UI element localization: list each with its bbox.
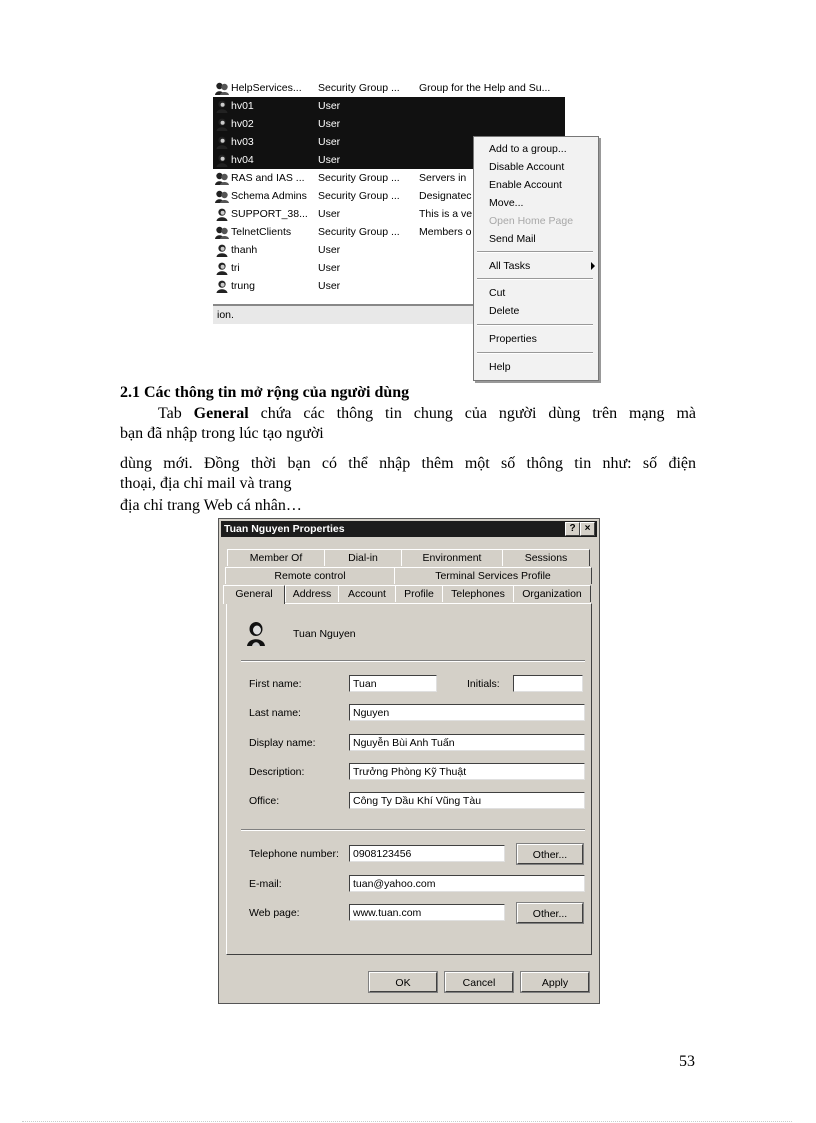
- tab-sessions[interactable]: Sessions: [502, 549, 590, 566]
- list-item-name: TelnetClients: [231, 226, 292, 238]
- menu-separator: [477, 324, 593, 326]
- menu-item-enable-account[interactable]: Enable Account: [489, 179, 562, 191]
- list-item-description: Servers in: [419, 172, 467, 184]
- close-button[interactable]: ×: [580, 522, 595, 536]
- menu-item-all-tasks[interactable]: [489, 257, 593, 275]
- list-item-name: thanh: [231, 244, 258, 256]
- tab-organization[interactable]: Organization: [513, 585, 591, 602]
- list-item-type: User: [318, 244, 341, 256]
- page-number: 53: [679, 1053, 695, 1070]
- section-heading: 2.1 Các thông tin mở rộng của người dùng: [120, 384, 410, 401]
- list-item-type: User: [318, 262, 341, 274]
- display-name-field[interactable]: Nguyễn Bùi Anh Tuấn: [349, 734, 585, 751]
- tab-member-of[interactable]: Member Of: [227, 549, 325, 566]
- menu-item-help[interactable]: Help: [489, 361, 511, 373]
- list-item-description: This is a ve: [419, 208, 473, 220]
- menu-item-cut[interactable]: Cut: [489, 287, 506, 299]
- web-page-label: Web page:: [249, 907, 300, 919]
- telephone-label: Telephone number:: [249, 848, 339, 860]
- list-item-name: Schema Admins: [231, 190, 307, 202]
- menu-separator: [477, 278, 593, 280]
- menu-item-disable-account[interactable]: Disable Account: [489, 161, 565, 173]
- list-item[interactable]: [213, 115, 565, 133]
- list-item-type: Security Group ...: [318, 82, 400, 94]
- tab-environment[interactable]: Environment: [401, 549, 503, 566]
- user-icon: [215, 208, 229, 221]
- list-item-description: Designatec: [419, 190, 472, 202]
- paragraph-line: bạn đã nhập trong lúc tạo người: [120, 425, 324, 442]
- menu-item-delete[interactable]: Delete: [489, 305, 520, 317]
- text-run: Tab: [158, 405, 194, 422]
- list-item-name: hv04: [231, 154, 254, 166]
- aduc-screenshot: [213, 77, 601, 377]
- list-item-description: Group for the Help and Su...: [419, 82, 551, 94]
- menu-separator: [477, 251, 593, 253]
- tab-general[interactable]: General: [223, 585, 285, 604]
- list-item-name: hv03: [231, 136, 254, 148]
- dialog-title: Tuan Nguyen Properties: [224, 523, 345, 535]
- initials-field[interactable]: [513, 675, 583, 692]
- tab-account[interactable]: Account: [338, 585, 396, 602]
- user-icon: [215, 100, 229, 113]
- paragraph-line: thoại, địa chỉ mail và trang: [120, 475, 292, 492]
- list-item-type: Security Group ...: [318, 226, 400, 238]
- user-icon: [215, 280, 229, 293]
- description-field[interactable]: Trưởng Phòng Kỹ Thuật: [349, 763, 585, 780]
- menu-item-properties[interactable]: Properties: [489, 333, 537, 345]
- last-name-label: Last name:: [249, 707, 301, 719]
- group-icon: [215, 226, 229, 239]
- list-item-name: trung: [231, 280, 255, 292]
- list-item-description: Members o: [419, 226, 472, 238]
- list-item-type: Security Group ...: [318, 190, 400, 202]
- telephone-other-button[interactable]: Other...: [517, 844, 583, 864]
- tab-profile[interactable]: Profile: [395, 585, 443, 602]
- paragraph-line: [120, 404, 696, 424]
- separator: [241, 829, 585, 831]
- display-name-label: Display name:: [249, 737, 316, 749]
- last-name-field[interactable]: Nguyen: [349, 704, 585, 721]
- description-label: Description:: [249, 766, 305, 778]
- footer-rule: [22, 1121, 792, 1122]
- user-icon: [245, 620, 267, 646]
- office-field[interactable]: Công Ty Dầu Khí Vũng Tàu: [349, 792, 585, 809]
- general-tab-panel: [226, 603, 592, 955]
- paragraph-line: địa chỉ trang Web cá nhân…: [120, 497, 302, 514]
- list-item-type: User: [318, 118, 341, 130]
- group-icon: [215, 172, 229, 185]
- menu-item-send-mail[interactable]: Send Mail: [489, 233, 536, 245]
- menu-item-add-to-group[interactable]: Add to a group...: [489, 143, 567, 155]
- list-item-type: User: [318, 208, 341, 220]
- text-bold-run: General: [193, 405, 249, 422]
- user-icon: [215, 154, 229, 167]
- list-item-name: RAS and IAS ...: [231, 172, 305, 184]
- user-icon: [215, 244, 229, 257]
- list-item-name: SUPPORT_38...: [231, 208, 308, 220]
- list-item[interactable]: [213, 79, 565, 97]
- list-item-type: User: [318, 136, 341, 148]
- initials-label: Initials:: [467, 678, 500, 690]
- group-icon: [215, 190, 229, 203]
- tab-dial-in[interactable]: Dial-in: [324, 549, 402, 566]
- dialog-titlebar: [221, 521, 597, 537]
- cancel-button[interactable]: Cancel: [445, 972, 513, 992]
- first-name-label: First name:: [249, 678, 302, 690]
- list-item-type: User: [318, 280, 341, 292]
- list-item-name: hv02: [231, 118, 254, 130]
- list-item[interactable]: [213, 97, 565, 115]
- web-page-field[interactable]: www.tuan.com: [349, 904, 505, 921]
- menu-item-all-tasks-label: All Tasks: [489, 260, 531, 272]
- tab-telephones[interactable]: Telephones: [442, 585, 514, 602]
- properties-dialog: [218, 518, 600, 1004]
- help-button[interactable]: ?: [565, 522, 580, 536]
- list-item-type: User: [318, 154, 341, 166]
- submenu-arrow-icon: [591, 262, 595, 270]
- ok-button[interactable]: OK: [369, 972, 437, 992]
- tab-remote-control[interactable]: Remote control: [225, 567, 395, 584]
- apply-button[interactable]: Apply: [521, 972, 589, 992]
- group-icon: [215, 82, 229, 95]
- menu-separator: [477, 352, 593, 354]
- tab-terminal-services-profile[interactable]: Terminal Services Profile: [394, 567, 592, 584]
- separator: [241, 660, 585, 662]
- list-item-type: Security Group ...: [318, 172, 400, 184]
- user-icon: [215, 136, 229, 149]
- list-item-name: HelpServices...: [231, 82, 302, 94]
- menu-item-open-home-page: Open Home Page: [489, 215, 574, 227]
- context-menu: [473, 136, 599, 381]
- user-icon: [215, 118, 229, 131]
- status-text: ion.: [217, 309, 234, 321]
- email-label: E-mail:: [249, 878, 282, 890]
- telephone-field[interactable]: 0908123456: [349, 845, 505, 862]
- office-label: Office:: [249, 795, 280, 807]
- user-icon: [215, 262, 229, 275]
- tab-address[interactable]: Address: [285, 585, 339, 602]
- first-name-field[interactable]: Tuan: [349, 675, 437, 692]
- list-item-type: User: [318, 100, 341, 112]
- email-field[interactable]: tuan@yahoo.com: [349, 875, 585, 892]
- list-item-name: hv01: [231, 100, 254, 112]
- web-page-other-button[interactable]: Other...: [517, 903, 583, 923]
- paragraph-line: dùng mới. Đồng thời bạn có thể nhập thêm một số thông tin như: số điện: [120, 455, 696, 472]
- list-item-name: tri: [231, 262, 240, 274]
- user-display-name: Tuan Nguyen: [293, 628, 356, 640]
- menu-item-move[interactable]: Move...: [489, 197, 524, 209]
- text-run: chứa các thông tin chung của người dùng trên mạng mà: [248, 405, 696, 422]
